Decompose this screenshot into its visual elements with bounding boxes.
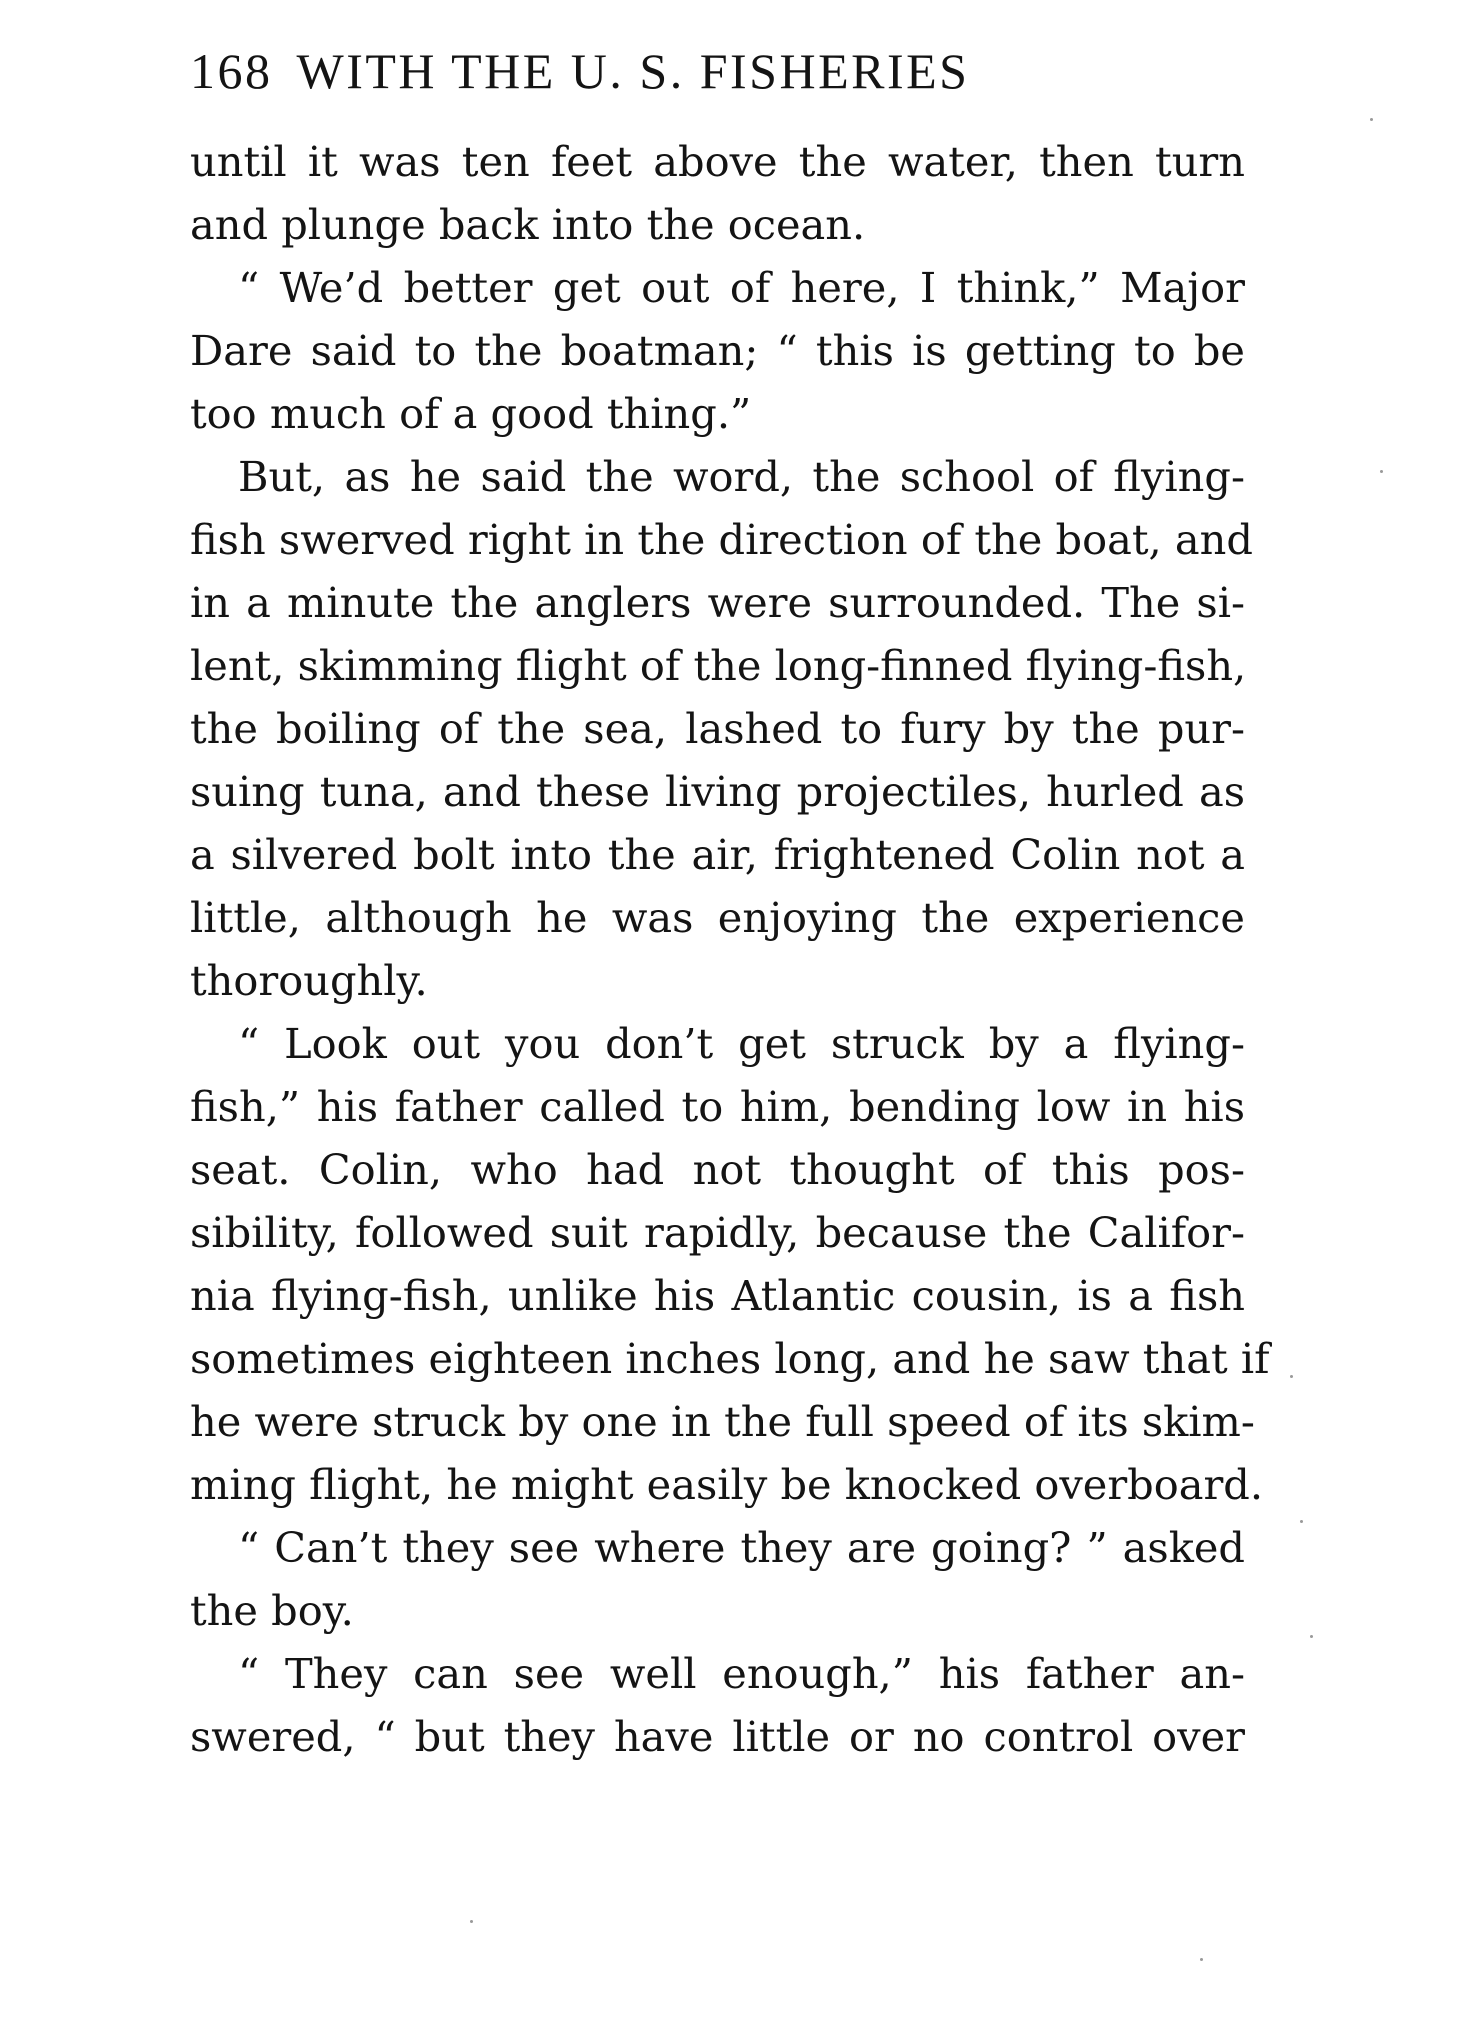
text-line: he were struck by one in the full speed of its skim-: [190, 1397, 1255, 1446]
text-line: “ They can see well enough,” his father an-: [238, 1649, 1245, 1698]
text-line: suing tuna, and these living projectiles, hurled as: [190, 767, 1245, 816]
page-number: 168: [190, 43, 273, 99]
text-line: But, as he said the word, the school of flying-: [238, 452, 1245, 501]
text-line: fish swerved right in the direction of the boat, and: [190, 515, 1253, 564]
text-line: Dare said to the boatman; “ this is getting to be: [190, 326, 1245, 375]
text-line: sometimes eighteen inches long, and he saw that if: [190, 1334, 1270, 1383]
text-line: “ Can’t they see where they are going? ” asked: [238, 1523, 1245, 1572]
text-line: swered, “ but they have little or no control over: [190, 1712, 1245, 1761]
text-line: ming flight, he might easily be knocked overboard.: [190, 1460, 1264, 1509]
text-line: nia flying-fish, unlike his Atlantic cousin, is a fish: [190, 1271, 1245, 1320]
text-line: seat. Colin, who had not thought of this pos-: [190, 1145, 1245, 1194]
running-head: [190, 36, 1300, 106]
text-line: the boiling of the sea, lashed to fury by the pur-: [190, 704, 1245, 753]
text-line: too much of a good thing.”: [190, 389, 752, 438]
text-line: until it was ten feet above the water, then turn: [190, 137, 1245, 186]
text-line: little, although he was enjoying the experience: [190, 893, 1245, 942]
text-line: lent, skimming flight of the long-finned flying-fish,: [190, 641, 1247, 690]
running-title: WITH THE U. S. FISHERIES: [296, 43, 970, 99]
text-line: and plunge back into the ocean.: [190, 200, 866, 249]
text-line: fish,” his father called to him, bending low in his: [190, 1082, 1245, 1131]
text-line: “ We’d better get out of here, I think,” Major: [238, 263, 1245, 312]
body-text: [190, 130, 1270, 1768]
text-line: in a minute the anglers were surrounded. The si-: [190, 578, 1245, 627]
text-line: a silvered bolt into the air, frightened Colin not a: [190, 830, 1245, 879]
text-line: the boy.: [190, 1586, 354, 1635]
text-line: “ Look out you don’t get struck by a flying-: [238, 1019, 1245, 1068]
text-line: sibility, followed suit rapidly, because the Califor-: [190, 1208, 1245, 1257]
text-line: thoroughly.: [190, 956, 428, 1005]
